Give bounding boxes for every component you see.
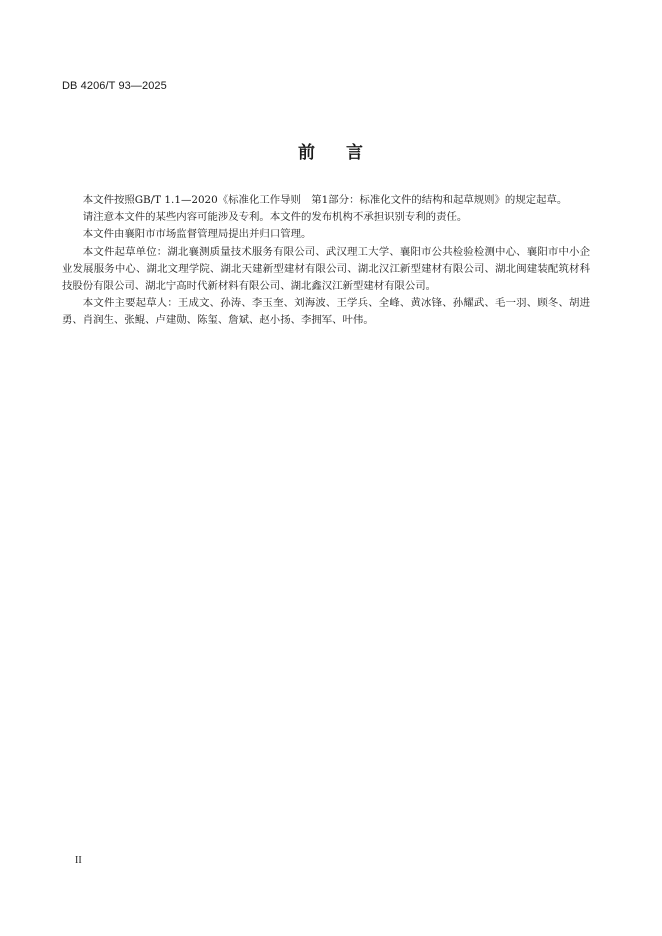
page-title — [0, 138, 662, 163]
paragraph-proposer: 本文件由襄阳市市场监督管理局提出并归口管理。 — [82, 228, 312, 241]
paragraph-drafting-units: 本文件起草单位：湖北襄测质量技术服务有限公司、武汉理工大学、襄阳市公共检验检测中心、襄阳市中小企业发展服务中心、湖北文理学院、湖北天建新型建材有限公司、湖北汉江新型建材有限公司、湖北闽建装配筑材科技股份有限公司、湖北宁高时代新材料有限公司、湖北鑫汉江新型建材有限公司。 — [62, 245, 590, 293]
title-char-1: 前 — [298, 143, 316, 163]
title-char-2: 言 — [346, 143, 364, 163]
foreword-body — [62, 192, 590, 330]
page-number: II — [75, 855, 82, 866]
paragraph-patent-notice: 请注意本文件的某些内容可能涉及专利。本文件的发布机构不承担识别专利的责任。 — [82, 211, 468, 224]
paragraph-drafters: 本文件主要起草人：王成文、孙涛、李玉奎、刘海波、王学兵、全峰、黄冰锋、孙耀武、毛一羽、顾冬、胡进勇、肖润生、张鲲、卢建勋、陈玺、詹斌、赵小扬、李拥军、叶伟。 — [62, 297, 590, 327]
paragraph-drafting-rules: 本文件按照GB/T 1.1—2020《标准化工作导则 第1部分：标准化文件的结构和起草规则》的规定起草。 — [82, 194, 568, 206]
document-code: DB 4206/T 93—2025 — [62, 80, 167, 92]
